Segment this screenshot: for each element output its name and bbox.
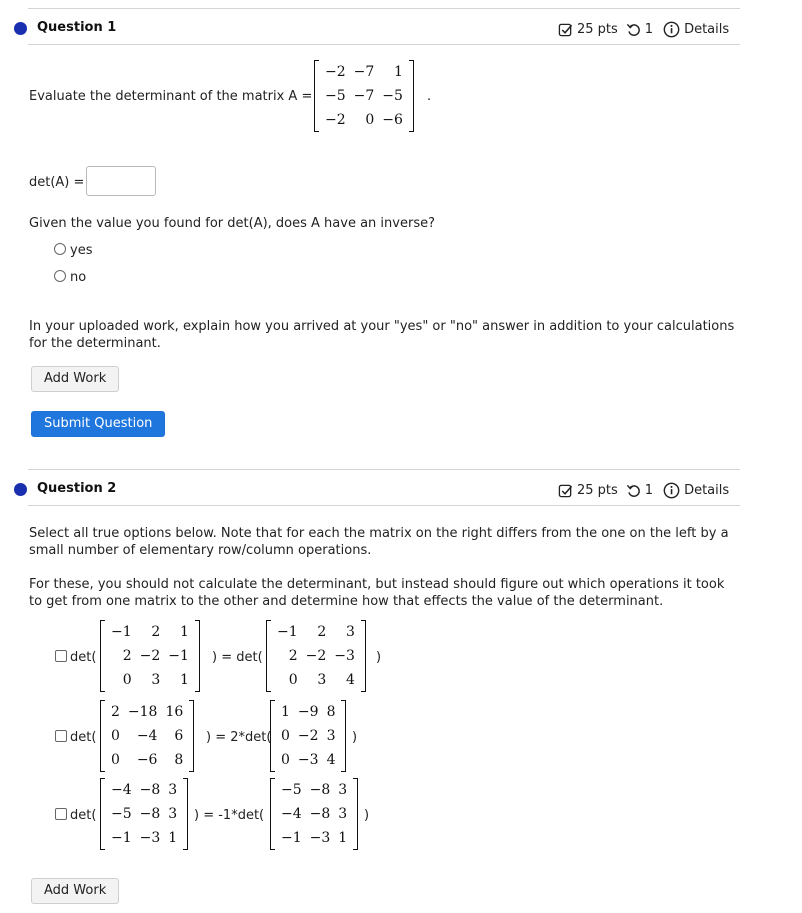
check-square-icon <box>558 22 573 37</box>
matrix-cell: −3 <box>309 830 331 846</box>
q2-points: 25 pts <box>577 483 618 498</box>
matrix-cell: −2 <box>325 112 346 128</box>
info-icon[interactable] <box>663 482 680 499</box>
matrix-grid <box>277 700 339 772</box>
q1-status-dot <box>14 22 27 35</box>
matrix-cell: 3 <box>168 782 178 798</box>
option-2-det-open: det( <box>70 730 97 745</box>
matrix-right-bracket <box>189 700 194 772</box>
matrix-row <box>321 60 407 84</box>
matrix-cell: 1 <box>394 64 403 80</box>
matrix-cell: 0 <box>281 752 290 768</box>
q1-prompt: Evaluate the determinant of the matrix A = <box>29 89 313 104</box>
matrix-cell: 8 <box>174 752 184 768</box>
matrix-cell: 1 <box>180 672 189 688</box>
matrix-left-bracket <box>270 778 275 850</box>
matrix-cell: −1 <box>168 648 189 664</box>
option-1-det-open: det( <box>70 650 97 665</box>
matrix-cell: 4 <box>346 672 355 688</box>
matrix-right-bracket <box>353 778 358 850</box>
q1-add-work-button[interactable]: Add Work <box>31 366 119 392</box>
q1-retries: 1 <box>644 22 654 37</box>
matrix-cell: −4 <box>136 728 158 744</box>
q1-explain-text: In your uploaded work, explain how you arrived at your "yes" or "no" answer in addition to your calculations for the determinant. <box>29 319 735 351</box>
matrix-cell: 2 <box>317 624 327 640</box>
matrix-cell: −7 <box>353 88 375 104</box>
matrix-cell: −8 <box>139 782 161 798</box>
matrix-cell: −5 <box>325 88 346 104</box>
matrix-cell: −1 <box>277 624 298 640</box>
matrix-row <box>273 668 359 692</box>
matrix-cell: 1 <box>180 624 189 640</box>
matrix-left-bracket <box>100 700 105 772</box>
matrix-cell: −9 <box>297 704 319 720</box>
retry-icon <box>626 22 641 37</box>
q2-meta <box>558 482 729 499</box>
matrix-right-bracket <box>341 700 346 772</box>
matrix-cell: 1 <box>281 704 290 720</box>
q1-header-divider <box>28 44 740 45</box>
matrix-cell: 1 <box>168 830 178 846</box>
matrix-cell: 3 <box>338 806 348 822</box>
matrix-left-bracket <box>270 700 275 772</box>
q1-top-divider <box>28 8 740 9</box>
matrix-cell: −6 <box>136 752 158 768</box>
matrix-left-bracket <box>314 60 319 132</box>
q1-points: 25 pts <box>577 22 618 37</box>
option-2-checkbox[interactable] <box>55 730 67 742</box>
matrix-cell: −4 <box>281 806 302 822</box>
matrix-row <box>277 778 351 802</box>
q2-details-link[interactable]: Details <box>684 483 730 498</box>
option-1-close: ) <box>376 650 382 665</box>
option-1-right-matrix <box>266 620 366 692</box>
matrix-cell: −2 <box>139 648 161 664</box>
option-3-close: ) <box>364 808 370 823</box>
q2-add-work-button[interactable]: Add Work <box>31 878 119 904</box>
matrix-cell: −3 <box>334 648 355 664</box>
matrix-grid <box>107 778 181 850</box>
matrix-left-bracket <box>100 778 105 850</box>
matrix-cell: 2 <box>111 704 120 720</box>
option-1-relation: ) = det( <box>212 650 263 665</box>
matrix-row <box>277 724 339 748</box>
matrix-cell: −3 <box>139 830 161 846</box>
matrix-cell: −1 <box>281 830 302 846</box>
q2-header-divider <box>28 505 740 506</box>
matrix-grid <box>107 700 187 772</box>
matrix-cell: 3 <box>151 672 161 688</box>
submit-question-button[interactable]: Submit Question <box>31 411 165 437</box>
matrix-cell: −3 <box>297 752 319 768</box>
matrix-cell: −2 <box>297 728 319 744</box>
radio-yes[interactable] <box>54 243 66 255</box>
option-3-left-matrix <box>100 778 188 850</box>
matrix-row <box>321 84 407 108</box>
matrix-row <box>107 668 193 692</box>
matrix-row <box>107 644 193 668</box>
matrix-right-bracket <box>409 60 414 132</box>
matrix-cell: −18 <box>127 704 158 720</box>
matrix-cell: −2 <box>325 64 346 80</box>
option-2-right-matrix <box>270 700 346 772</box>
matrix-row <box>321 108 407 132</box>
option-3-relation: ) = -1*det( <box>194 808 265 823</box>
matrix-cell: −5 <box>111 806 132 822</box>
matrix-row <box>107 620 193 644</box>
radio-no[interactable] <box>54 270 66 282</box>
option-2-relation: ) = 2*det( <box>206 730 272 745</box>
matrix-cell: 3 <box>326 728 336 744</box>
q2-title: Question 2 <box>37 481 117 496</box>
matrix-cell: 0 <box>122 672 132 688</box>
matrix-row <box>107 802 181 826</box>
matrix-row <box>107 748 187 772</box>
matrix-right-bracket <box>361 620 366 692</box>
option-3-right-matrix <box>270 778 358 850</box>
matrix-row <box>273 620 359 644</box>
matrix-cell: −8 <box>139 806 161 822</box>
q2-status-dot <box>14 483 27 496</box>
matrix-cell: −1 <box>111 830 132 846</box>
matrix-row <box>107 778 181 802</box>
matrix-cell: 3 <box>168 806 178 822</box>
matrix-row <box>107 700 187 724</box>
matrix-cell: −2 <box>305 648 327 664</box>
matrix-row <box>107 724 187 748</box>
q2-top-divider <box>28 469 740 470</box>
option-2-close: ) <box>352 730 358 745</box>
matrix-cell: 0 <box>111 752 120 768</box>
matrix-cell: 1 <box>338 830 348 846</box>
q1-details-link[interactable]: Details <box>684 22 730 37</box>
matrix-grid <box>107 620 193 692</box>
matrix-row <box>277 802 351 826</box>
matrix-cell: 3 <box>317 672 327 688</box>
matrix-row <box>273 644 359 668</box>
matrix-cell: 0 <box>288 672 298 688</box>
inverse-question: Given the value you found for det(A), does A have an inverse? <box>29 216 435 231</box>
matrix-row <box>277 826 351 850</box>
matrix-left-bracket <box>266 620 271 692</box>
q1-meta <box>558 21 729 38</box>
matrix-cell: 0 <box>365 112 375 128</box>
matrix-cell: −5 <box>382 88 403 104</box>
matrix-right-bracket <box>195 620 200 692</box>
matrix-cell: 8 <box>326 704 336 720</box>
matrix-a <box>314 60 414 132</box>
matrix-left-bracket <box>100 620 105 692</box>
matrix-row <box>107 826 181 850</box>
info-icon[interactable] <box>663 21 680 38</box>
det-label: det(A) = <box>29 175 85 190</box>
matrix-grid <box>273 620 359 692</box>
option-2-left-matrix <box>100 700 194 772</box>
matrix-cell: 2 <box>288 648 298 664</box>
radio-yes-label: yes <box>70 243 93 258</box>
matrix-grid <box>277 778 351 850</box>
q2-intro-2: For these, you should not calculate the determinant, but instead should figure out which operations it took to get from one matrix to the other and determine how that effects the value of the determinant. <box>29 577 725 609</box>
matrix-cell: 6 <box>174 728 184 744</box>
option-3-checkbox[interactable] <box>55 808 67 820</box>
matrix-right-bracket <box>183 778 188 850</box>
matrix-cell: 0 <box>281 728 290 744</box>
matrix-cell: 3 <box>346 624 355 640</box>
matrix-cell: 3 <box>338 782 348 798</box>
radio-no-label: no <box>70 270 87 285</box>
q1-prompt-period: . <box>427 89 432 104</box>
option-1-left-matrix <box>100 620 200 692</box>
matrix-cell: −5 <box>281 782 302 798</box>
option-1-checkbox[interactable] <box>55 650 67 662</box>
matrix-cell: 0 <box>111 728 120 744</box>
q2-retries: 1 <box>644 483 654 498</box>
check-square-icon <box>558 483 573 498</box>
option-3-det-open: det( <box>70 808 97 823</box>
matrix-cell: 2 <box>151 624 161 640</box>
matrix-cell: −8 <box>309 782 331 798</box>
matrix-cell: −1 <box>111 624 132 640</box>
matrix-row <box>277 700 339 724</box>
matrix-cell: 16 <box>165 704 184 720</box>
matrix-row <box>277 748 339 772</box>
matrix-cell: 4 <box>326 752 336 768</box>
matrix-grid <box>321 60 407 132</box>
retry-icon <box>626 483 641 498</box>
q1-title: Question 1 <box>37 20 117 35</box>
matrix-cell: −8 <box>309 806 331 822</box>
matrix-cell: −4 <box>111 782 132 798</box>
det-input[interactable] <box>86 166 156 196</box>
matrix-cell: 2 <box>122 648 132 664</box>
q2-intro-1: Select all true options below. Note that for each the matrix on the right differs from the one on the left by a small number of elementary row/column operations. <box>29 526 729 558</box>
matrix-cell: −6 <box>382 112 403 128</box>
matrix-cell: −7 <box>353 64 375 80</box>
